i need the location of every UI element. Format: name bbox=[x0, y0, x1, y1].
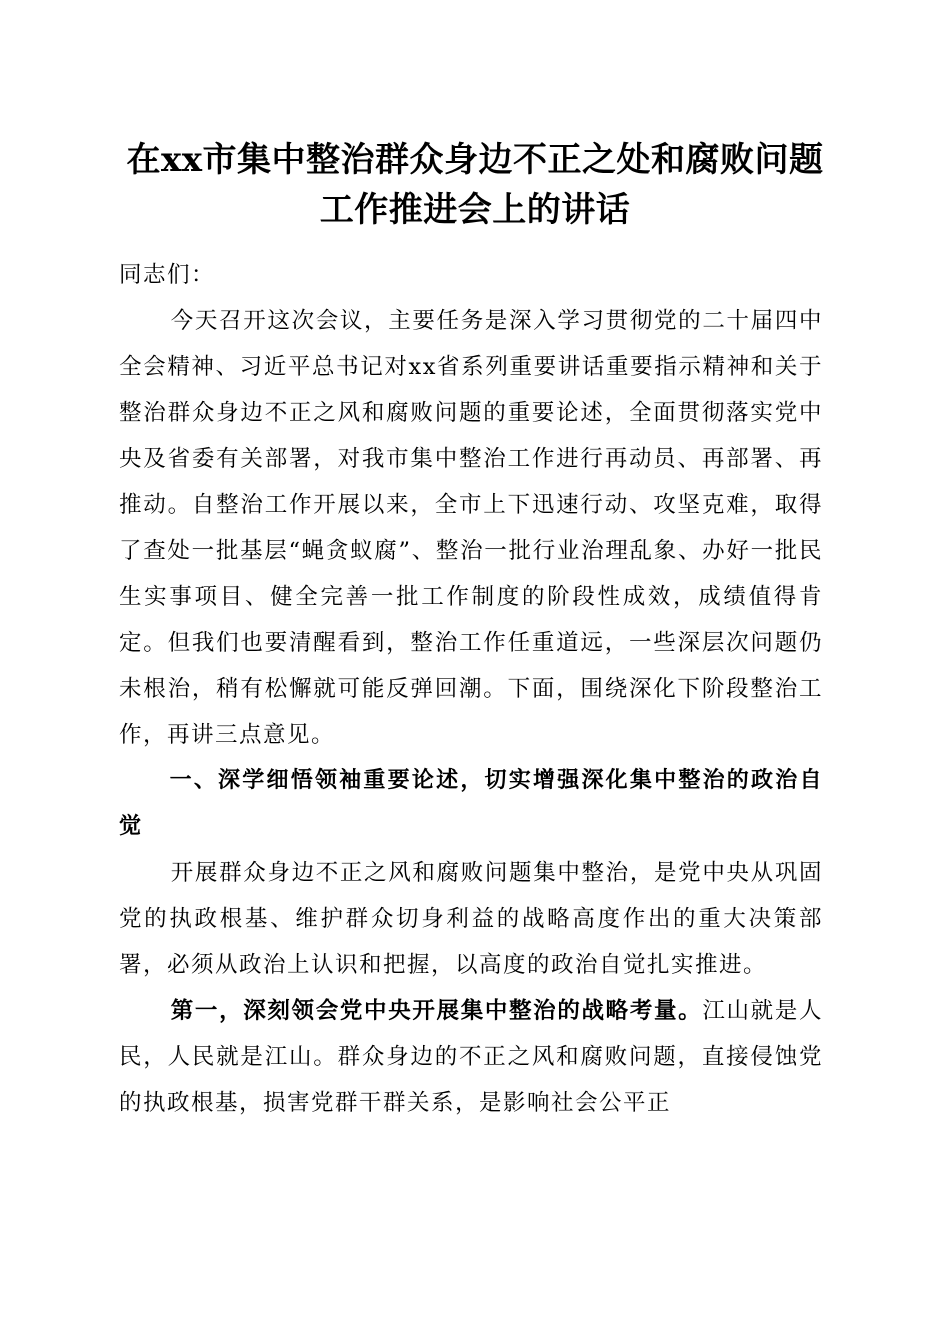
intro-paragraph: 今天召开这次会议，主要任务是深入学习贯彻党的二十届四中全会精神、习近平总书记对xx省系列重要讲话重要指示精神和关于整治群众身边不正之风和腐败问题的重要论述，全面贯彻落实党中央及省委有关部署，对我市集中整治工作进行再动员、再部署、再推动。自整治工作开展以来，全市上下迅速行动、攻坚克难，取得了查处一批基层“蝇贪蚁腐”、整治一批行业治理乱象、办好一批民生实事项目、健全完善一批工作制度的阶段性成效，成绩值得肯定。但我们也要清醒看到，整治工作任重道远，一些深层次问题仍未根治，稍有松懈就可能反弹回潮。下面，围绕深化下阶段整治工作，再讲三点意见。 bbox=[119, 308, 823, 748]
section-one-paragraph: 开展群众身边不正之风和腐败问题集中整治，是党中央从巩固党的执政根基、维护群众切身利益的战略高度作出的重大决策部署，必须从政治上认识和把握，以高度的政治自觉扎实推进。 bbox=[119, 860, 823, 978]
point-one-text: 江山就是人民，人民就是江山。群众身边的不正之风和腐败问题，直接侵蚀党的执政根基，损害党群干群关系，是影响社会公平正 bbox=[119, 998, 823, 1116]
point-one-lead: 第一，深刻领会党中央开展集中整治的战略考量。 bbox=[170, 998, 703, 1024]
salutation: 同志们： bbox=[119, 262, 216, 288]
document-body bbox=[119, 252, 823, 1126]
point-one-paragraph bbox=[119, 988, 823, 1126]
section-one-heading: 一、深学细悟领袖重要论述，切实增强深化集中整治的政治自觉 bbox=[119, 768, 823, 839]
document-title: 在xx市集中整治群众身边不正之处和腐败问题工作推进会上的讲话 bbox=[126, 140, 824, 230]
